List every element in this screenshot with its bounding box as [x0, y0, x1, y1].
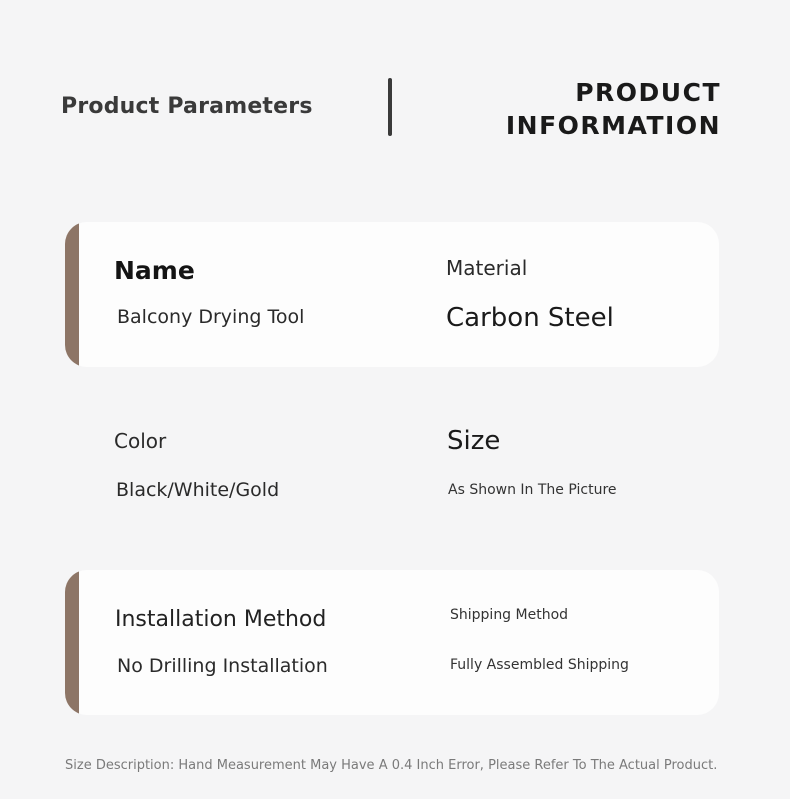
shipping-value: Fully Assembled Shipping	[450, 657, 629, 673]
section-heading-line1: PRODUCT	[575, 78, 721, 107]
shipping-label: Shipping Method	[450, 607, 569, 623]
header-divider	[388, 78, 392, 136]
param-card-color-size	[65, 395, 719, 540]
color-label: Color	[114, 429, 167, 453]
section-heading	[506, 76, 721, 142]
page-title: Product Parameters	[61, 94, 313, 119]
size-footnote: Size Description: Hand Measurement May Have A 0.4 Inch Error, Please Refer To The Actual Product.	[65, 758, 718, 773]
material-label: Material	[446, 256, 528, 280]
size-value: As Shown In The Picture	[448, 482, 617, 498]
section-heading-line2: INFORMATION	[505, 111, 721, 140]
size-label: Size	[447, 426, 501, 456]
param-card-name-material	[65, 222, 719, 367]
name-value: Balcony Drying Tool	[117, 306, 305, 328]
card-accent-bar	[65, 222, 79, 367]
installation-value: No Drilling Installation	[117, 655, 328, 677]
param-card-installation-shipping	[65, 570, 719, 715]
name-label: Name	[114, 256, 195, 285]
material-value: Carbon Steel	[446, 303, 614, 333]
installation-label: Installation Method	[115, 607, 327, 632]
card-accent-bar	[65, 570, 79, 715]
color-value: Black/White/Gold	[116, 479, 280, 501]
